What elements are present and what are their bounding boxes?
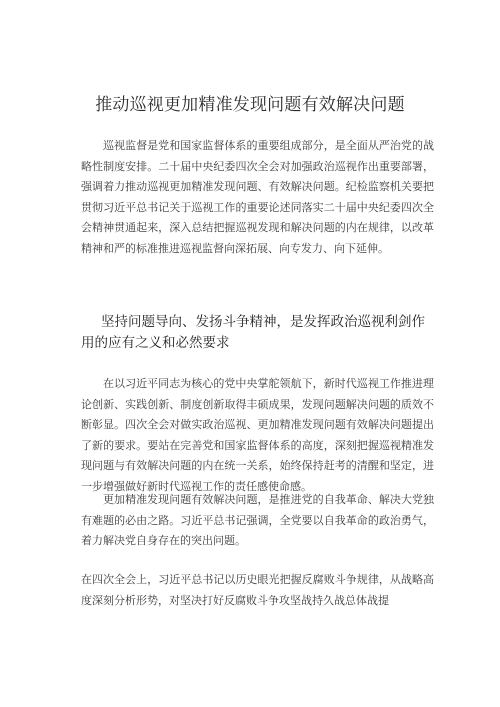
document-title: 推动巡视更加精准发现问题有效解决问题 — [95, 95, 405, 115]
paragraph-leadership: 在以习近平同志为核心的党中央掌舵领航下，新时代巡视工作推进理论创新、实践创新、制度创新取得丰硕成果，发现问题解决问题的质效不断彰显。四次全会对做实政治巡视、更加精准发现问题有效解决问题提出了新的要求。要站在完善党和国家监督体系的高度，深刻把握巡视精准发现问题与有效解决问题的内在统一关系，始终保持赶考的清醒和坚定，进一步增强做好新时代巡视工作的责任感使命感。 — [81, 377, 434, 493]
paragraph-self-revolution: 更加精准发现问题有效解决问题，是推进党的自我革命、解决大党独有难题的必由之路。习近平总书记强调，全党要以自我革命的政治勇气，着力解决党自身存在的突出问题。 — [81, 493, 434, 547]
paragraph-fourth-plenary: 在四次全会上，习近平总书记以历史眼光把握反腐败斗争规律，从战略高度深刻分析形势，对坚决打好反腐败斗争攻坚战持久战总体战提 — [81, 573, 434, 607]
paragraph-intro: 巡视监督是党和国家监督体系的重要组成部分，是全面从严治党的战略性制度安排。二十届中央纪委四次全会对加强政治巡视作出重要部署，强调着力推动巡视更加精准发现问题、有效解决问题。纪检监察机关要把贯彻习近平总书记关于巡视工作的重要论述同落实二十届中央纪委四次全会精神贯通起来，深入总结把握巡视发现和解决问题的内在规律，以改革精神和严的标准推进巡视监督向深拓展、向专发力、向下延伸。 — [81, 139, 434, 255]
section-heading: 坚持问题导向、发扬斗争精神，是发挥政治巡视利剑作用的应有之义和必然要求 — [81, 314, 425, 351]
